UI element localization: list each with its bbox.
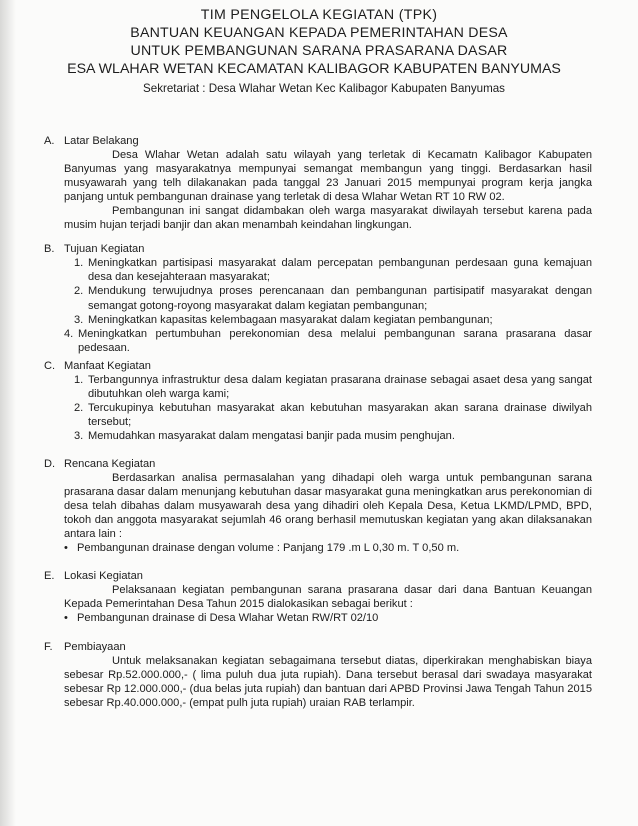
list-item: 1. Meningkatkan partisipasi masyarakat dalam percepatan pembangunan perdesaan guna kemajuan desa dan kesejahteraan masyarakat; [74, 257, 592, 284]
section-c-heading: C. Manfaat Kegiatan [44, 359, 151, 372]
list-item: 2. Mendukung terwujudnya proses perencanaan dan pembangunan partisipatif masyarakat dengan semangat gotong-royong masyarakat dalam kegiatan pembangunan; [74, 285, 592, 312]
section-a [44, 134, 592, 232]
section-e-heading: E. Lokasi Kegiatan [44, 570, 143, 583]
header-line-3: UNTUK PEMBANGUNAN SARANA PRASARANA DASAR [130, 43, 508, 59]
section-e-paragraph: Pelaksanaan kegiatan pembangunan sarana prasarana dasar dari dana Bantuan Keuangan Kepada Pemerintahan Desa Tahun 2015 dialokasikan sebagai berikut : [64, 584, 592, 611]
header-line-1: TIM PENGELOLA KEGIATAN (TPK) [200, 7, 438, 23]
header-line-2: BANTUAN KEUANGAN KEPADA PEMERINTAHAN DESA [130, 25, 508, 41]
section-b [44, 242, 592, 354]
list-item: 2. Tercukupinya kebutuhan masyarakat akan kebutuhan masyarakan akan sarana drainase diwilyah tersebut; [74, 401, 592, 428]
section-d-heading: D. Rencana Kegiatan [44, 457, 156, 470]
section-a-paragraph-1: Desa Wlahar Wetan adalah satu wilayah yang terletak di Kecamatn Kalibagor Kabupaten Banyumas yang masyarakatnya mempunyai semangat membangun yang tinggi. Berdasarkan hasil musyawarah yang telh dilakanakan pada tanggal 23 Januari 2015 mempunyai program kerja jangka panjang untuk pembangunan drainase yang terletak di desa Wlahar Wetan RT 10 RW 02. [64, 149, 592, 204]
section-a-paragraph-2: Pembangunan ini sangat didambakan oleh warga masyarakat diwilayah tersebut karena pada musim hujan terjadi banjir dan akan menambah keindahan lingkungan. [64, 205, 592, 232]
section-f [44, 640, 592, 710]
section-f-paragraph: Untuk melaksanakan kegiatan sebagaimana tersebut diatas, diperkirakan menghabiskan biaya sebesar Rp.52.000.000,- ( lima puluh dua juta rupiah). Dana tersebut berasal dari swadaya masyarakat sebesar Rp 12.000.000,- (dua belas juta rupiah) dan bantuan dari APBD Provinsi Jawa Tengah Tahun 2015 sebesar Rp.40.000.000,- (empat pulh juta rupiah) uraian RAB terlampir. [64, 654, 592, 709]
list-item: 1. Terbangunnya infrastruktur desa dalam kegiatan prasarana drainase sebagai asaet desa yang sangat dibutuhkan oleh warga kami; [74, 373, 592, 400]
section-d [44, 457, 592, 555]
section-b-heading: B. Tujuan Kegiatan [44, 243, 145, 256]
list-item: 3. Meningkatkan kapasitas kelembagaan masyarakat dalam kegiatan pembangunan; [74, 313, 493, 326]
section-c [44, 359, 592, 443]
bullet-item: • Pembangunan drainase dengan volume : Panjang 179 .m L 0,30 m. T 0,50 m. [64, 542, 460, 555]
letterhead [0, 6, 638, 98]
list-item: 3. Memudahkan masyarakat dalam mengatasi banjir pada musim penghujan. [74, 429, 455, 442]
section-a-heading: A. Latar Belakang [44, 135, 139, 147]
section-d-paragraph: Berdasarkan analisa permasalahan yang dihadapi oleh warga untuk pembangunan sarana prasarana dasar dalam menunjang kebutuhan dasar masyarakat guna meningkatkan arus perekonomian di desa telah dibahas dalam musyawarah desa yang dihadiri oleh Kepala Desa, Ketua LKMD/LPMD, BPD, tokoh dan anggota masyarakat sejumlah 46 orang berhasil memutuskan kegiatan yang akan dilaksanakan antara lain : [64, 472, 592, 541]
list-item: 4. Meningkatkan pertumbuhan perekonomian desa melalui pembangunan sarana prasarana dasar pedesaan. [64, 327, 592, 354]
bullet-item: • Pembangunan drainase di Desa Wlahar Wetan RW/RT 02/10 [64, 612, 379, 625]
bullet-icon: • [64, 542, 68, 555]
header-line-4: ESA WLAHAR WETAN KECAMATAN KALIBAGOR KABUPATEN BANYUMAS [67, 61, 561, 77]
section-f-heading: F. Pembiayaan [44, 640, 126, 653]
bullet-icon: • [64, 612, 68, 625]
document-body [44, 134, 592, 710]
secretariat-address: Sekretariat : Desa Wlahar Wetan Kec Kalibagor Kabupaten Banyumas [143, 82, 505, 95]
section-e [44, 569, 592, 625]
